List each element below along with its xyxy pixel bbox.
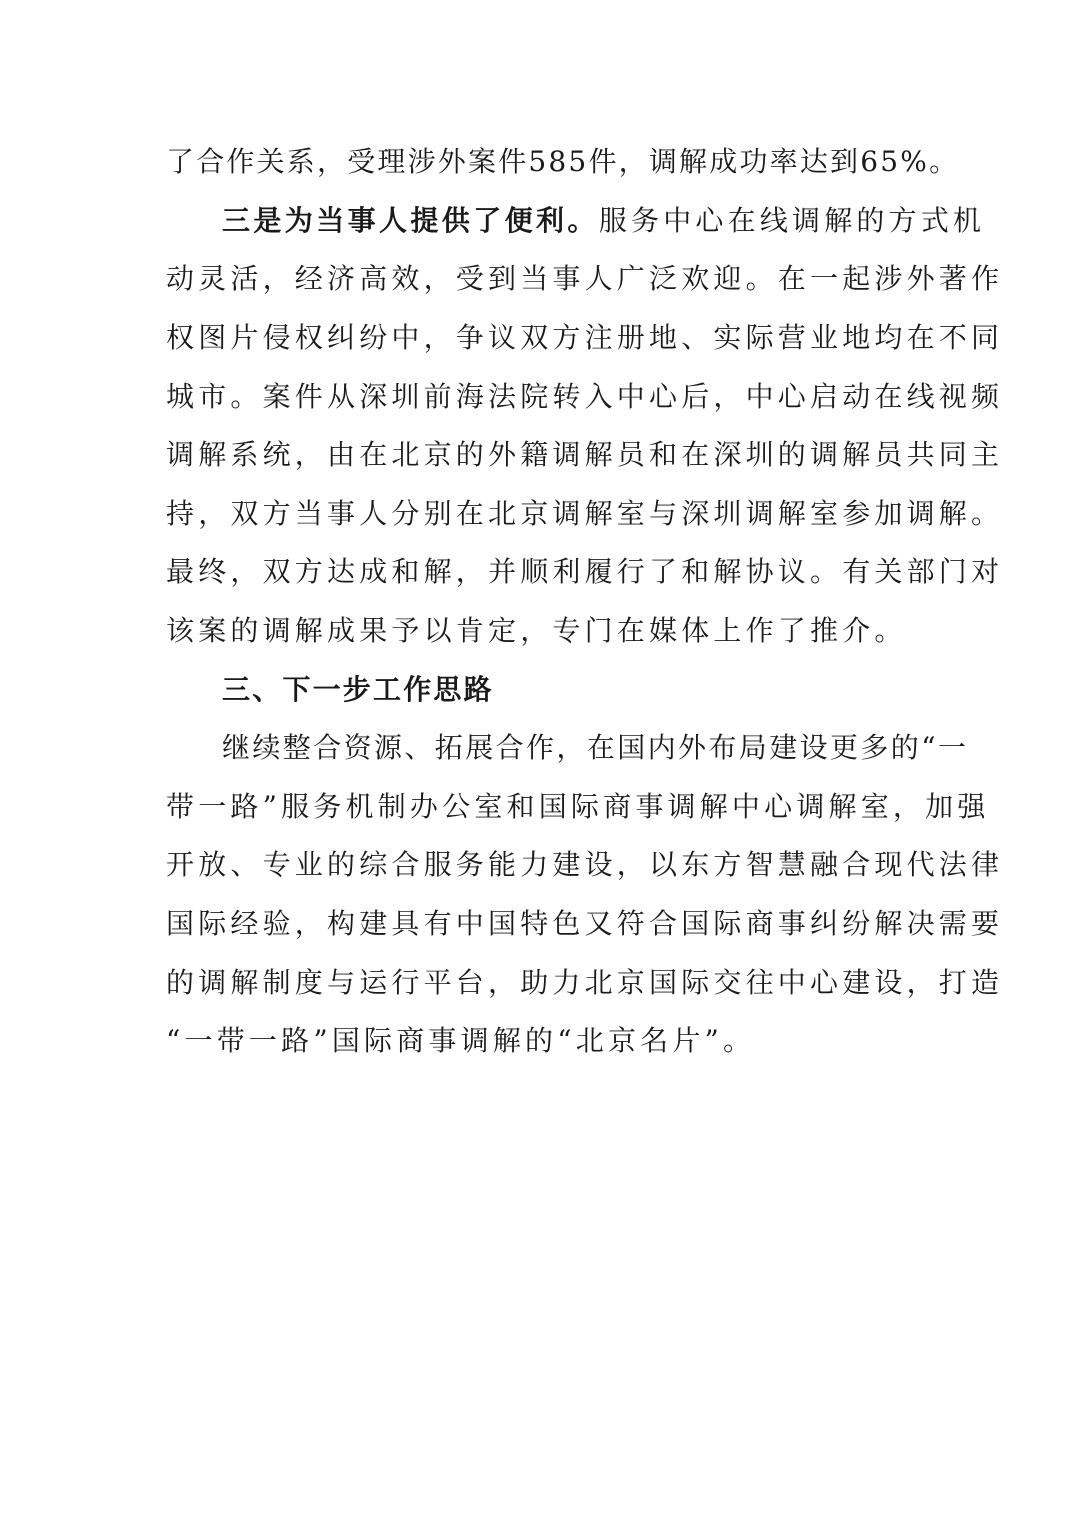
- paragraph-line: 了合作关系，受理涉外案件585件，调解成功率达到65%。: [166, 145, 960, 178]
- paragraph-line: 城市。案件从深圳前海法院转入中心后，中心启动在线视频: [166, 380, 1004, 413]
- paragraph-line: 国际经验，构建具有中国特色又符合国际商事纠纷解决需要: [166, 907, 1004, 940]
- paragraph-text: 服务中心在线调解的方式机: [598, 204, 986, 237]
- paragraph-line: “一带一路”国际商事调解的“北京名片”。: [166, 1024, 756, 1057]
- paragraph-line: 的调解制度与运行平台，助力北京国际交往中心建设，打造: [166, 966, 1004, 999]
- paragraph-line: 最终，双方达成和解，并顺利履行了和解协议。有关部门对: [166, 555, 1004, 588]
- paragraph-line: 动灵活，经济高效，受到当事人广泛欢迎。在一起涉外著作: [166, 262, 1004, 295]
- paragraph-line: 开放、专业的综合服务能力建设，以东方智慧融合现代法律: [166, 848, 1004, 881]
- paragraph-lead-text: 三是为当事人提供了便利。: [222, 204, 599, 237]
- paragraph-line: 调解系统，由在北京的外籍调解员和在深圳的调解员共同主: [166, 438, 1004, 471]
- paragraph-line: 权图片侵权纠纷中，争议双方注册地、实际营业地均在不同: [166, 321, 1004, 354]
- paragraph-line: [222, 201, 986, 241]
- paragraph-line: 该案的调解成果予以肯定，专门在媒体上作了推介。: [166, 614, 907, 647]
- section-heading: 三、下一步工作思路: [222, 673, 494, 706]
- paragraph-line: 继续整合资源、拓展合作，在国内外布局建设更多的“一: [222, 731, 969, 764]
- paragraph-line: 带一路”服务机制办公室和国际商事调解中心调解室，加强: [166, 790, 990, 823]
- paragraph-line: 持，双方当事人分别在北京调解室与深圳调解室参加调解。: [166, 497, 1004, 530]
